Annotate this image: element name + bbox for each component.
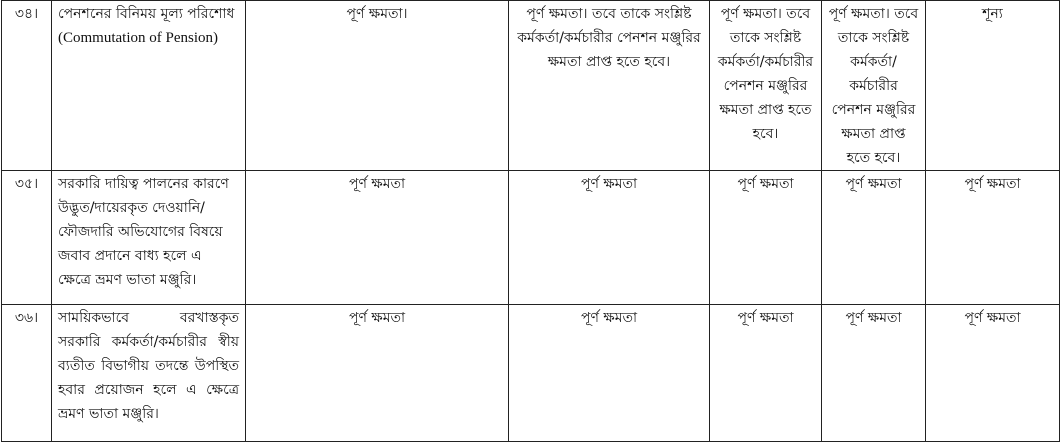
authority-cell-1: পূর্ণ ক্ষমতা। <box>246 1 509 171</box>
delegation-of-powers-table <box>1 0 1060 442</box>
authority-cell-5: পূর্ণ ক্ষমতা <box>926 171 1060 305</box>
row-number: ৩৬। <box>2 305 52 442</box>
table-row-36 <box>2 305 1060 442</box>
row-number: ৩৪। <box>2 1 52 171</box>
subject-cell <box>52 1 246 171</box>
authority-cell-3: পূর্ণ ক্ষমতা <box>710 171 822 305</box>
authority-cell-2: পূর্ণ ক্ষমতা <box>509 171 710 305</box>
authority-cell-5: শূন্য <box>926 1 1060 171</box>
authority-cell-3: পূর্ণ ক্ষমতা <box>710 305 822 442</box>
authority-cell-2: পূর্ণ ক্ষমতা। তবে তাকে সংশ্লিষ্ট কর্মকর্তা/কর্মচারীর পেনশন মঞ্জুরির ক্ষমতা প্রাপ্ত হতে হবে। <box>509 1 710 171</box>
authority-cell-1: পূর্ণ ক্ষমতা <box>246 305 509 442</box>
table-row-35 <box>2 171 1060 305</box>
row-number: ৩৫। <box>2 171 52 305</box>
authority-cell-4: পূর্ণ ক্ষমতা <box>822 305 926 442</box>
subject-english-text: (Commutation of Pension) <box>58 30 218 46</box>
authority-cell-3: পূর্ণ ক্ষমতা। তবে তাকে সংশ্লিষ্ট কর্মকর্তা/কর্মচারীর পেনশন মঞ্জুরির ক্ষমতা প্রাপ্ত হতে হবে। <box>710 1 822 171</box>
authority-cell-2: পূর্ণ ক্ষমতা <box>509 305 710 442</box>
authority-cell-4: পূর্ণ ক্ষমতা <box>822 171 926 305</box>
subject-cell: সাময়িকভাবে বরখাস্তকৃত সরকারি কর্মকর্তা/কর্মচারীর স্বীয় ব্যতীত বিভাগীয় তদন্তে উপস্থিত হবার প্রয়োজন হলে এ ক্ষেত্রে ভ্রমণ ভাতা মঞ্জুরি। <box>52 305 246 442</box>
subject-text: পেনশনের বিনিময় মূল্য পরিশোধ <box>58 6 235 22</box>
subject-cell: সরকারি দায়িত্ব পালনের কারণে উদ্ভুত/দায়েরকৃত দেওয়ানি/ ফৌজদারি অভিযোগের বিষয়ে জবাব প্রদানে বাধ্য হলে এ ক্ষেত্রে ভ্রমণ ভাতা মঞ্জুরি। <box>52 171 246 305</box>
authority-cell-1: পূর্ণ ক্ষমতা <box>246 171 509 305</box>
authority-cell-4: পূর্ণ ক্ষমতা। তবে তাকে সংশ্লিষ্ট কর্মকর্তা/কর্মচারীর পেনশন মঞ্জুরির ক্ষমতা প্রাপ্ত হতে হবে। <box>822 1 926 171</box>
table-row-34 <box>2 1 1060 171</box>
authority-cell-5: পূর্ণ ক্ষমতা <box>926 305 1060 442</box>
